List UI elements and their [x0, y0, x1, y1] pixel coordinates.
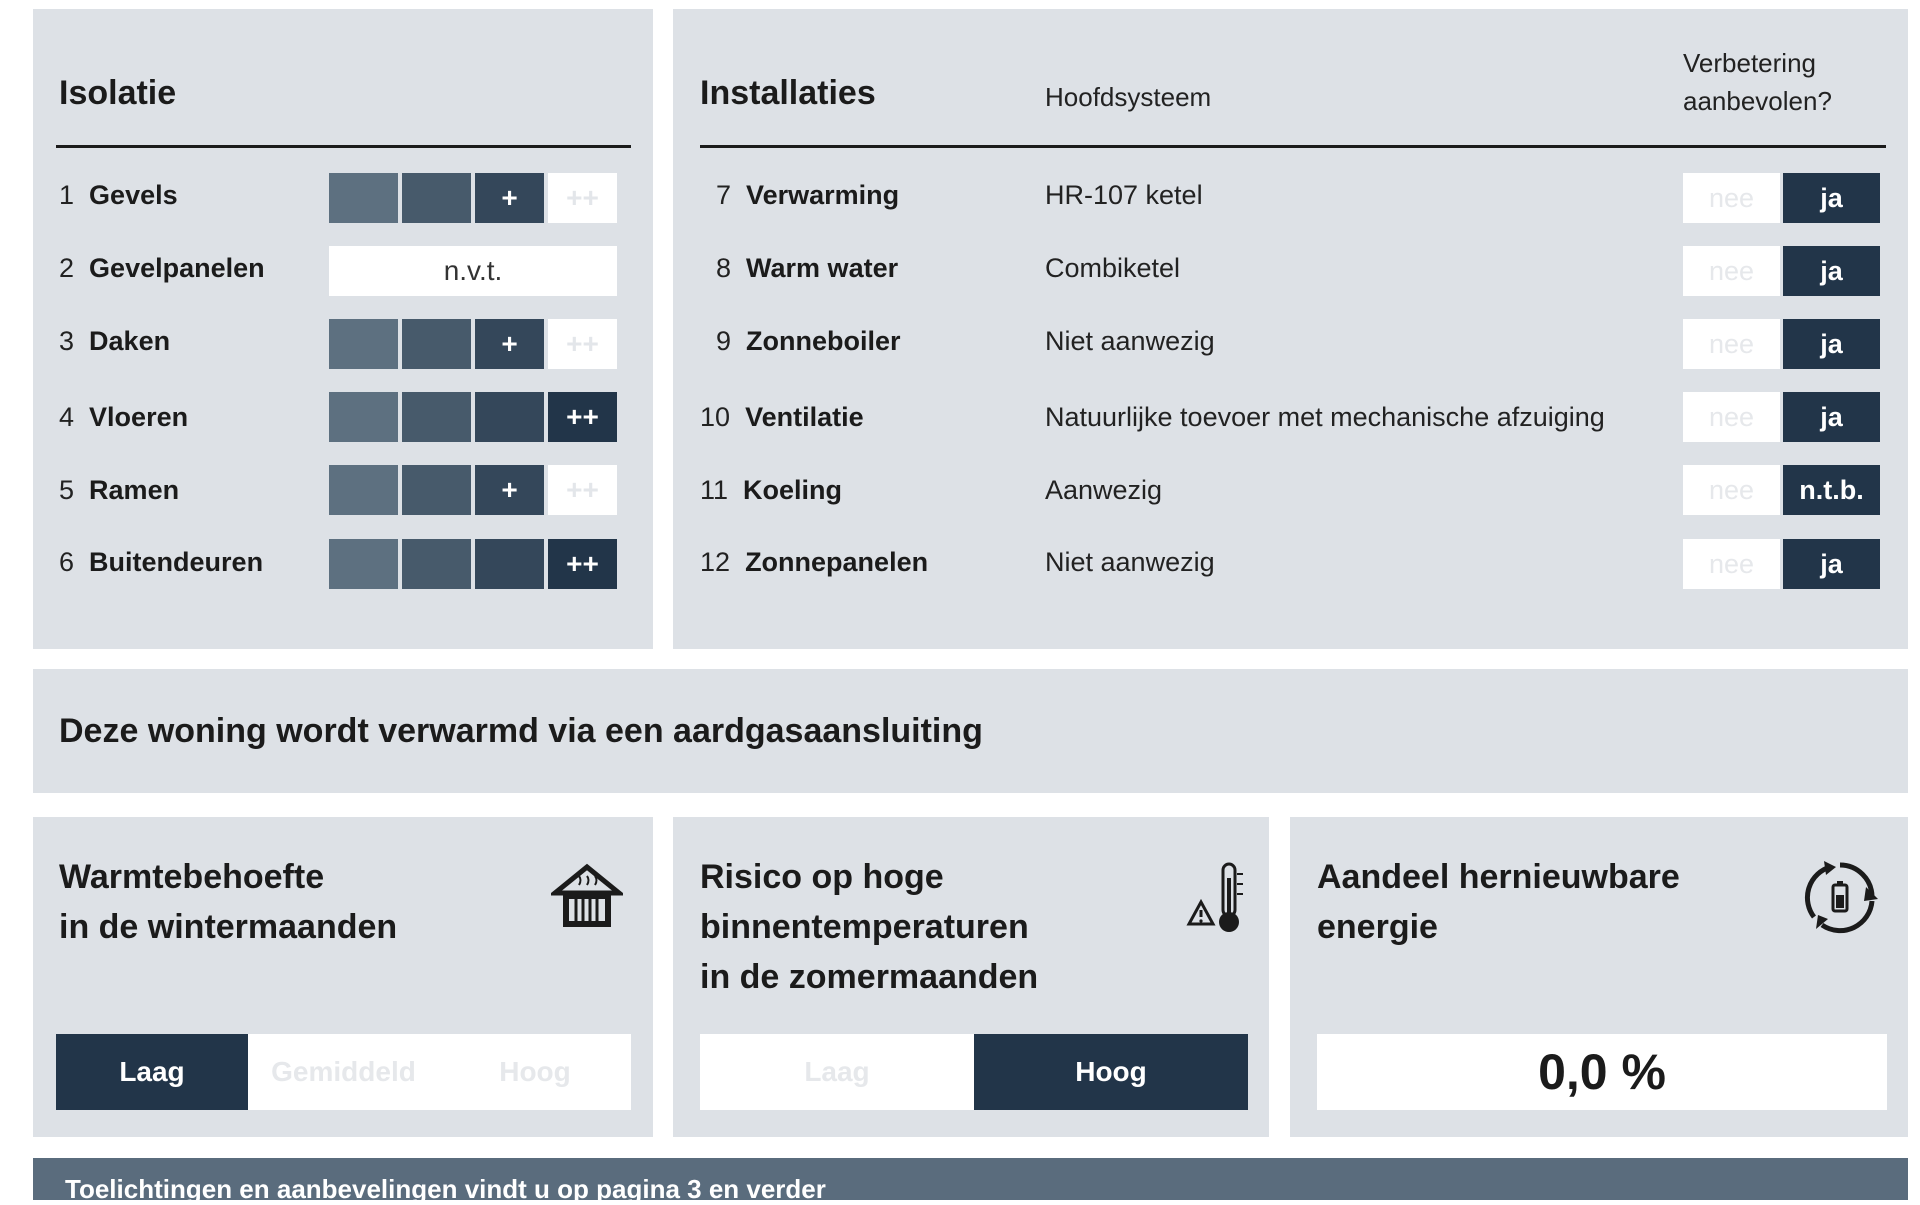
isolatie-row-gevelpanelen: 2 Gevelpanelen — [59, 253, 265, 283]
column-header-hoofdsysteem: Hoofdsysteem — [1045, 82, 1212, 112]
aandeel-title: Aandeel hernieuwbare energie — [1317, 858, 1680, 946]
system-description: Natuurlijke toevoer met mechanische afzuiging — [1045, 402, 1605, 432]
rating-segment: ++ — [548, 465, 617, 515]
isolatie-row-ramen: 5 Ramen — [59, 475, 180, 505]
advice-toggle-ventilatie — [1683, 392, 1880, 442]
rating-segment — [329, 465, 398, 515]
installatie-row-koeling: 11 Koeling — [700, 475, 843, 505]
rating-segment: + — [475, 319, 544, 369]
footer-bar — [33, 1158, 1908, 1204]
option-nee: nee — [1683, 465, 1780, 515]
system-description: Combiketel — [1045, 253, 1181, 283]
risico-scale — [700, 1034, 1248, 1110]
warmtebehoefte-title: Warmtebehoefte in de wintermaanden — [59, 858, 398, 946]
rating-scale-buitendeuren — [329, 539, 617, 589]
banner-text: Deze woning wordt verwarmd via een aardgasaansluiting — [59, 712, 983, 750]
renewable-share-value: 0,0 % — [1317, 1034, 1887, 1110]
footer-text: Toelichtingen en aanbevelingen vindt u op pagina 3 en verder — [65, 1174, 826, 1204]
rating-segment — [329, 319, 398, 369]
option-answer: ja — [1783, 539, 1880, 589]
warmtebehoefte-scale — [56, 1034, 631, 1110]
rating-scale-ramen — [329, 465, 617, 515]
rating-segment — [329, 539, 398, 589]
rating-segment — [329, 173, 398, 223]
system-description: Niet aanwezig — [1045, 547, 1215, 577]
advice-toggle-warm-water — [1683, 246, 1880, 296]
system-description: Aanwezig — [1045, 475, 1163, 505]
system-description: HR-107 ketel — [1045, 180, 1203, 210]
rating-segment — [402, 319, 471, 369]
rating-scale-gevels — [329, 173, 617, 223]
rating-segment: + — [475, 173, 544, 223]
rating-segment: ++ — [548, 319, 617, 369]
rating-segment — [402, 173, 471, 223]
house-heating-icon — [551, 863, 623, 931]
rating-segment — [402, 465, 471, 515]
isolatie-row-buitendeuren: 6 Buitendeuren — [59, 547, 264, 577]
isolatie-row-gevels: 1 Gevels — [59, 180, 178, 210]
isolatie-divider — [56, 145, 631, 148]
option-answer: n.t.b. — [1783, 465, 1880, 515]
rating-segment: ++ — [548, 392, 617, 442]
option-nee: nee — [1683, 392, 1780, 442]
rating-segment: ++ — [548, 173, 617, 223]
advice-toggle-verwarming — [1683, 173, 1880, 223]
option-answer: ja — [1783, 392, 1880, 442]
rating-segment — [402, 539, 471, 589]
advice-toggle-zonneboiler — [1683, 319, 1880, 369]
installaties-title: Installaties — [700, 74, 876, 112]
isolatie-title: Isolatie — [59, 74, 177, 112]
thermometer-warning-icon — [1185, 858, 1249, 938]
advice-toggle-koeling — [1683, 465, 1880, 515]
option-answer: ja — [1783, 246, 1880, 296]
level-laag: Laag — [56, 1034, 248, 1110]
risico-title: Risico op hoge binnentemperaturen in de zomermaanden — [700, 858, 1039, 996]
rating-segment — [329, 392, 398, 442]
rating-segment: + — [475, 465, 544, 515]
rating-scale-daken — [329, 319, 617, 369]
installatie-row-ventilatie: 10 Ventilatie — [700, 402, 864, 432]
advice-toggle-zonnepanelen — [1683, 539, 1880, 589]
rating-scale-vloeren — [329, 392, 617, 442]
rating-segment — [475, 392, 544, 442]
level-hoog: Hoog — [974, 1034, 1248, 1110]
rating-segment — [475, 539, 544, 589]
level-laag: Laag — [804, 1056, 870, 1087]
option-nee: nee — [1683, 173, 1780, 223]
isolatie-row-vloeren: 4 Vloeren — [59, 402, 189, 432]
option-nee: nee — [1683, 319, 1780, 369]
installatie-row-warm-water: 8 Warm water — [716, 253, 899, 283]
column-header-verbetering: Verbetering aanbevolen? — [1683, 48, 1832, 116]
not-applicable-box: n.v.t. — [329, 246, 617, 296]
level-hoog: Hoog — [499, 1056, 571, 1087]
option-answer: ja — [1783, 319, 1880, 369]
installatie-row-zonnepanelen: 12 Zonnepanelen — [700, 547, 929, 577]
isolatie-row-daken: 3 Daken — [59, 326, 171, 356]
option-nee: nee — [1683, 246, 1780, 296]
installaties-divider — [700, 145, 1886, 148]
rating-segment — [402, 392, 471, 442]
installatie-row-verwarming: 7 Verwarming — [716, 180, 900, 210]
renewable-energy-icon — [1800, 857, 1880, 937]
system-description: Niet aanwezig — [1045, 326, 1215, 356]
rating-segment: ++ — [548, 539, 617, 589]
installatie-row-zonneboiler: 9 Zonneboiler — [716, 326, 901, 356]
option-answer: ja — [1783, 173, 1880, 223]
level-gemiddeld: Gemiddeld — [271, 1056, 416, 1087]
option-nee: nee — [1683, 539, 1780, 589]
